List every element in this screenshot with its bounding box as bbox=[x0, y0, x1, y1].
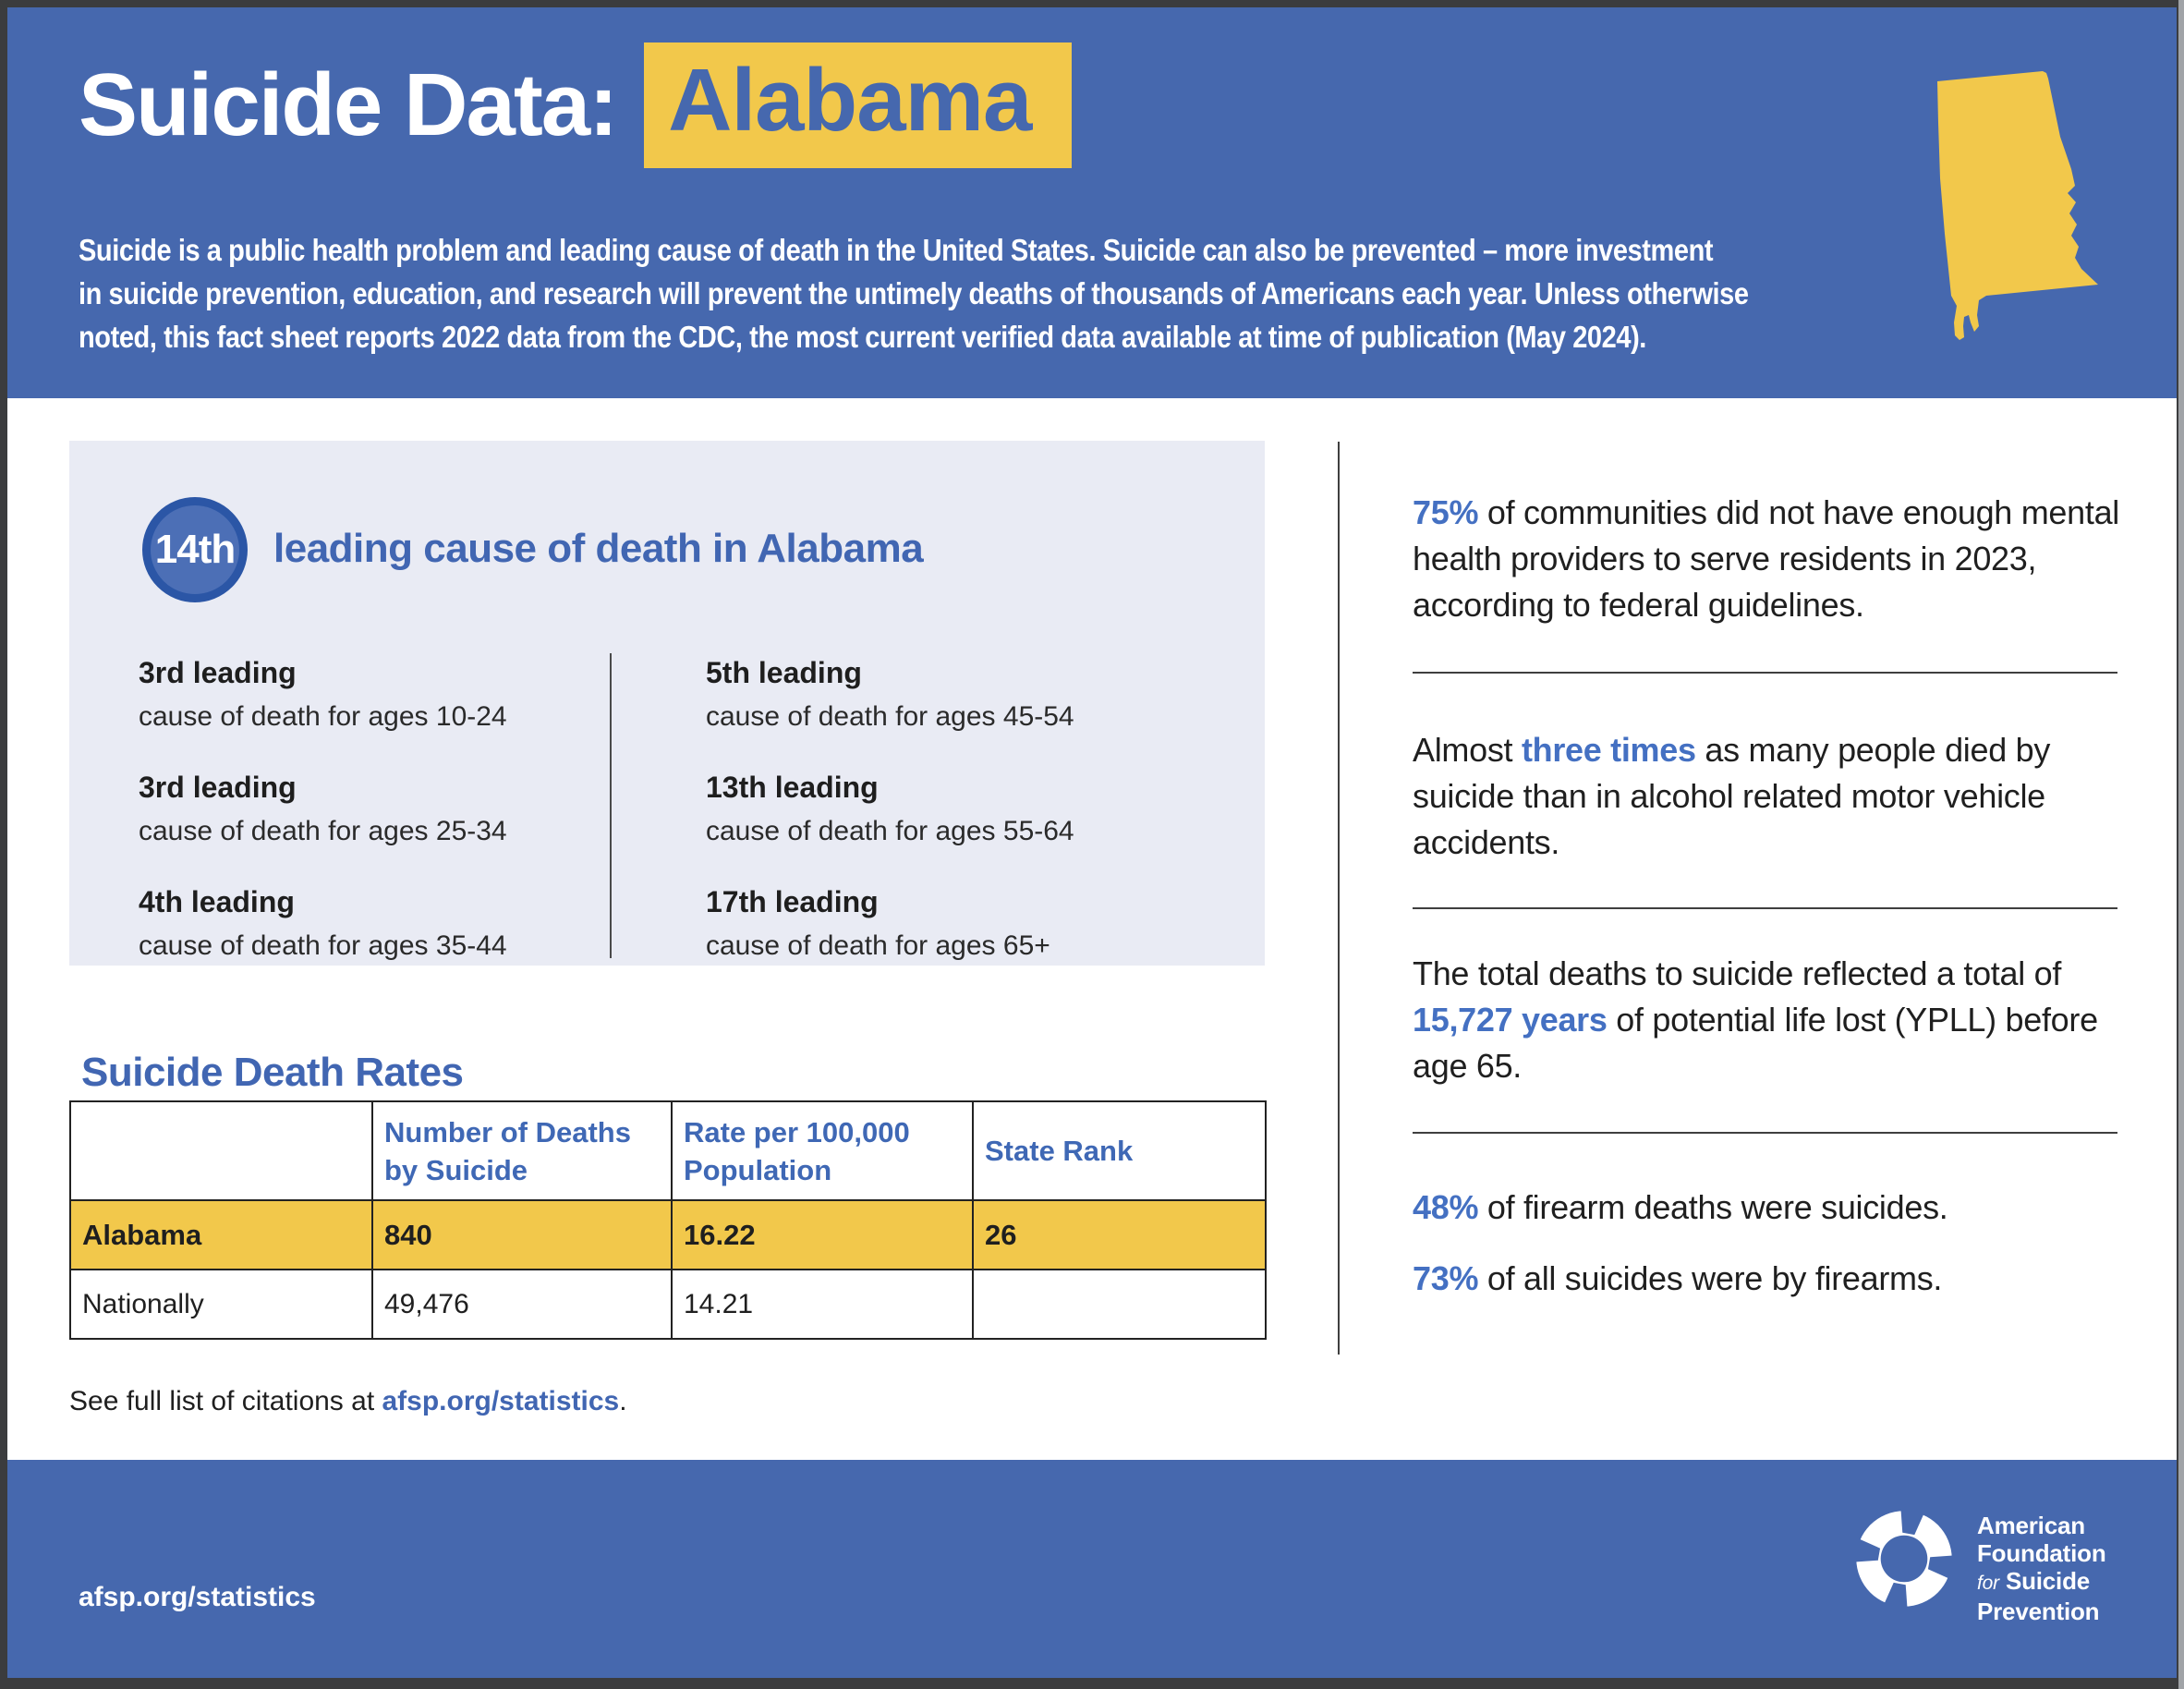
fact-item: Almost three times as many people died by suicide than in alcohol related motor vehicle accidents. bbox=[1413, 731, 2051, 861]
fact-item: 48% of firearm deaths were suicides. bbox=[1413, 1188, 1948, 1226]
rank-list-left bbox=[139, 655, 573, 999]
afsp-logo bbox=[1853, 1508, 2106, 1625]
citation-prefix: See full list of citations at bbox=[69, 1386, 382, 1416]
stat-detail: cause of death for ages 45-54 bbox=[706, 701, 1074, 732]
page-title bbox=[79, 43, 1072, 168]
table-row-alabama-deaths: 840 bbox=[373, 1201, 673, 1270]
citation-line bbox=[69, 1386, 627, 1417]
table-header-cell: Number of Deaths by Suicide bbox=[373, 1102, 673, 1201]
table-header-cell: State Rank bbox=[974, 1102, 1267, 1201]
table-row-national-deaths: 49,476 bbox=[373, 1270, 673, 1340]
footer-link[interactable]: afsp.org/statistics bbox=[79, 1582, 316, 1612]
table-row-alabama-rank: 26 bbox=[974, 1201, 1267, 1270]
intro-line-2: in suicide prevention, education, and research will prevent the untimely deaths of thousands of Americans each year. Unless otherwise bbox=[79, 276, 1749, 310]
citation-link[interactable]: afsp.org/statistics bbox=[382, 1386, 620, 1416]
intro-paragraph bbox=[79, 228, 1867, 358]
title-state-highlight: Alabama bbox=[644, 43, 1072, 168]
alabama-state-silhouette-icon bbox=[1931, 67, 2106, 345]
stat-rank: 17th leading bbox=[706, 885, 879, 918]
fact-highlight: 15,727 years bbox=[1413, 1001, 1608, 1039]
table-row-national-rate: 14.21 bbox=[673, 1270, 974, 1340]
stat-detail: cause of death for ages 35-44 bbox=[139, 930, 507, 961]
right-edge-strip bbox=[2178, 0, 2184, 1689]
death-rates-heading: Suicide Death Rates bbox=[81, 1050, 464, 1095]
table-row-national-label: Nationally bbox=[71, 1270, 373, 1340]
fact-divider bbox=[1413, 907, 2117, 909]
rank-badge-label: 14th bbox=[154, 527, 236, 572]
facts-column-divider bbox=[1338, 442, 1340, 1355]
stat-rank: 3rd leading bbox=[139, 656, 297, 689]
lifebuoy-icon bbox=[1853, 1508, 1955, 1610]
fact-item: 73% of all suicides were by firearms. bbox=[1413, 1259, 1943, 1297]
fact-divider bbox=[1413, 672, 2117, 674]
death-rates-table bbox=[69, 1100, 1267, 1340]
table-row-alabama-rate: 16.22 bbox=[673, 1201, 974, 1270]
citation-suffix: . bbox=[619, 1386, 627, 1416]
stat-detail: cause of death for ages 65+ bbox=[706, 930, 1050, 961]
stat-rank: 3rd leading bbox=[139, 771, 297, 804]
stat-rank: 5th leading bbox=[706, 656, 862, 689]
fact-item: 75% of communities did not have enough mental health providers to serve residents in 2023, according to federal guidelines. bbox=[1413, 493, 2119, 624]
rank-list-right bbox=[706, 655, 1140, 999]
table-header-cell bbox=[71, 1102, 373, 1201]
fact-highlight: 73% bbox=[1413, 1259, 1479, 1297]
afsp-logo-text: American Foundation for Suicide Prevention bbox=[1977, 1512, 2106, 1625]
fact-item: The total deaths to suicide reflected a total of 15,727 years of potential life lost (YPLL) before age 65. bbox=[1413, 954, 2098, 1085]
table-header-cell: Rate per 100,000 Population bbox=[673, 1102, 974, 1201]
intro-line-3: noted, this fact sheet reports 2022 data from the CDC, the most current verified data available at time of publication (May 2024). bbox=[79, 320, 1646, 354]
stat-detail: cause of death for ages 25-34 bbox=[139, 816, 507, 846]
footer-band bbox=[7, 1460, 2177, 1678]
fact-highlight: 48% bbox=[1413, 1188, 1479, 1226]
intro-line-1: Suicide is a public health problem and leading cause of death in the United States. Suicide can also be prevented – more investment bbox=[79, 233, 1714, 267]
fact-highlight: three times bbox=[1521, 731, 1696, 769]
fact-divider bbox=[1413, 1132, 2117, 1134]
stat-detail: cause of death for ages 55-64 bbox=[706, 816, 1074, 846]
rank-heading: leading cause of death in Alabama bbox=[273, 526, 924, 571]
table-row-alabama-label: Alabama bbox=[71, 1201, 373, 1270]
leading-cause-panel bbox=[69, 441, 1265, 966]
rank-badge bbox=[142, 497, 248, 602]
fact-highlight: 75% bbox=[1413, 493, 1479, 531]
table-row-national-rank bbox=[974, 1270, 1267, 1340]
stat-detail: cause of death for ages 10-24 bbox=[139, 701, 507, 732]
rank-column-divider bbox=[610, 653, 612, 958]
title-prefix: Suicide Data: bbox=[79, 55, 617, 154]
stat-rank: 13th leading bbox=[706, 771, 879, 804]
stat-rank: 4th leading bbox=[139, 885, 295, 918]
